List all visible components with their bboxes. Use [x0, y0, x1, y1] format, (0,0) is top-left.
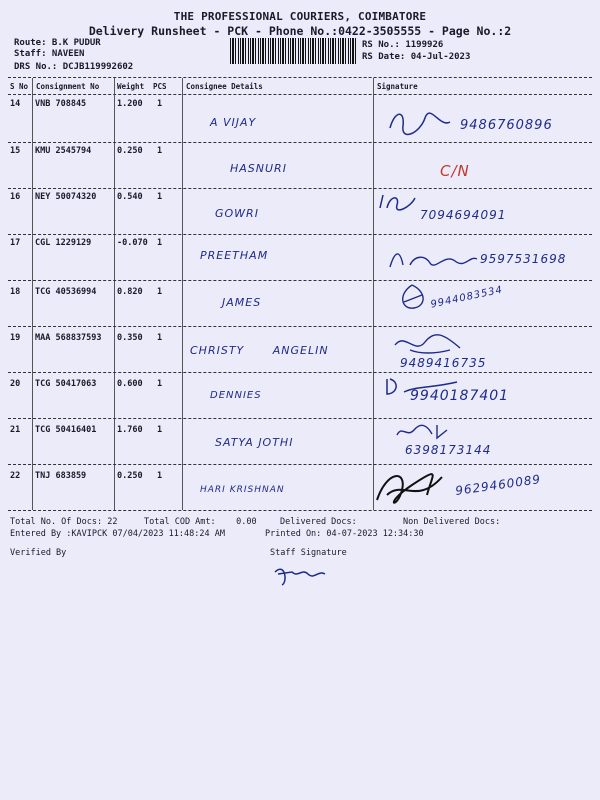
row-pcs: 1 [157, 238, 163, 248]
staff-signature-label: Staff Signature [270, 548, 347, 558]
rs-number: RS No.: 1199926 [362, 40, 444, 50]
row-signature: 6398173144 [405, 443, 492, 457]
row-consignment: CGL 1229129 [35, 238, 92, 248]
row-pcs: 1 [157, 192, 163, 202]
row-consignment: TCG 40536994 [35, 287, 97, 297]
row-weight: 0.600 [117, 379, 143, 389]
col-header-weight: Weight [117, 82, 145, 91]
row-consignment: NEY 50074320 [35, 192, 97, 202]
row-pcs: 1 [157, 379, 163, 389]
row-sno: 17 [10, 238, 21, 248]
table-header-rule [8, 94, 592, 95]
signature-scribble [375, 190, 420, 215]
printed-on: Printed On: 04-07-2023 12:34:30 [265, 529, 424, 539]
row-signature: 9629460089 [454, 472, 542, 498]
row-pcs: 1 [157, 287, 163, 297]
signature-scribble [385, 108, 455, 138]
row-consignment: TCG 50416401 [35, 425, 97, 435]
row-sno: 14 [10, 99, 21, 109]
delivered-docs: Delivered Docs: [280, 517, 357, 527]
row-consignment: MAA 568837593 [35, 333, 102, 343]
verified-by: Verified By [10, 548, 67, 558]
row-pcs: 1 [157, 425, 163, 435]
row-divider [8, 280, 592, 281]
row-weight: 0.820 [117, 287, 143, 297]
signature-scribble [392, 280, 432, 315]
barcode-image [230, 38, 356, 64]
row-consignee: SATYA JOTHI [215, 436, 294, 449]
signature-scribble [392, 420, 452, 442]
row-consignee: JAMES [222, 296, 262, 309]
row-sno: 18 [10, 287, 21, 297]
row-consignee: GOWRI [215, 207, 259, 220]
row-pcs: 1 [157, 333, 163, 343]
row-consignee: HARI KRISHNAN [200, 485, 285, 495]
row-divider [8, 372, 592, 373]
row-weight: 1.760 [117, 425, 143, 435]
signature-scribble [372, 465, 452, 510]
row-divider [8, 418, 592, 419]
row-signature: 9489416735 [400, 356, 487, 370]
total-docs: Total No. Of Docs: 22 [10, 517, 118, 527]
row-sno: 19 [10, 333, 21, 343]
entered-by: Entered By :KAVIPCK 07/04/2023 11:48:24 AM [10, 529, 225, 539]
row-sno: 20 [10, 379, 21, 389]
row-weight: 1.200 [117, 99, 143, 109]
row-consignee: DENNIES [210, 390, 262, 401]
row-consignee: A VIJAY [210, 116, 257, 129]
row-weight: 0.250 [117, 471, 143, 481]
total-cod: Total COD Amt: 0.00 [144, 517, 257, 527]
row-divider [8, 142, 592, 143]
row-signature: 9486760896 [460, 118, 553, 133]
row-signature: 7094694091 [420, 208, 507, 222]
row-signature: C/N [440, 162, 470, 180]
staff-signature-scribble [270, 560, 330, 590]
row-signature: 9940187401 [410, 388, 510, 404]
signature-scribble [382, 374, 462, 396]
row-divider [8, 234, 592, 235]
row-weight: 0.350 [117, 333, 143, 343]
row-consignment: TCG 50417063 [35, 379, 97, 389]
row-weight: 0.540 [117, 192, 143, 202]
row-pcs: 1 [157, 471, 163, 481]
row-consignment: VNB 708845 [35, 99, 87, 109]
row-divider [8, 326, 592, 327]
col-header-signature: Signature [377, 82, 418, 91]
row-divider [8, 464, 592, 465]
row-consignee: PREETHAM [200, 249, 269, 262]
row-pcs: 1 [157, 99, 163, 109]
row-weight: 0.250 [117, 146, 143, 156]
col-header-sno: S No [10, 82, 29, 91]
staff-label: Staff: NAVEEN [14, 49, 85, 59]
signature-scribble [385, 245, 480, 275]
col-header-consignment: Consignment No [36, 82, 100, 91]
table-top-rule [8, 77, 592, 78]
row-divider [8, 188, 592, 189]
signature-scribble [390, 330, 465, 358]
col-header-consignee: Consignee Details [186, 82, 263, 91]
runsheet-title: Delivery Runsheet - PCK - Phone No.:0422-3505555 - Page No.:2 [88, 24, 512, 38]
row-signature: 9597531698 [480, 252, 567, 266]
table-bottom-rule [8, 510, 592, 511]
rs-date: RS Date: 04-Jul-2023 [362, 52, 471, 62]
row-sno: 22 [10, 471, 21, 481]
row-signature: 9944083534 [429, 284, 504, 311]
row-consignee: CHRISTY ANGELIN [190, 344, 329, 357]
row-consignee: HASNURI [230, 162, 287, 175]
row-consignment: KMU 2545794 [35, 146, 92, 156]
row-sno: 15 [10, 146, 21, 156]
non-delivered-docs: Non Delivered Docs: [403, 517, 501, 527]
company-title: THE PROFESSIONAL COURIERS, COIMBATORE [173, 10, 427, 23]
col-header-pcs: PCS [153, 82, 167, 91]
route-label: Route: B.K PUDUR [14, 38, 101, 48]
row-consignment: TNJ 683859 [35, 471, 87, 481]
drs-number: DRS No.: DCJB119992602 [14, 62, 134, 72]
row-sno: 21 [10, 425, 21, 435]
row-weight: -0.070 [117, 238, 148, 248]
row-pcs: 1 [157, 146, 163, 156]
row-sno: 16 [10, 192, 21, 202]
